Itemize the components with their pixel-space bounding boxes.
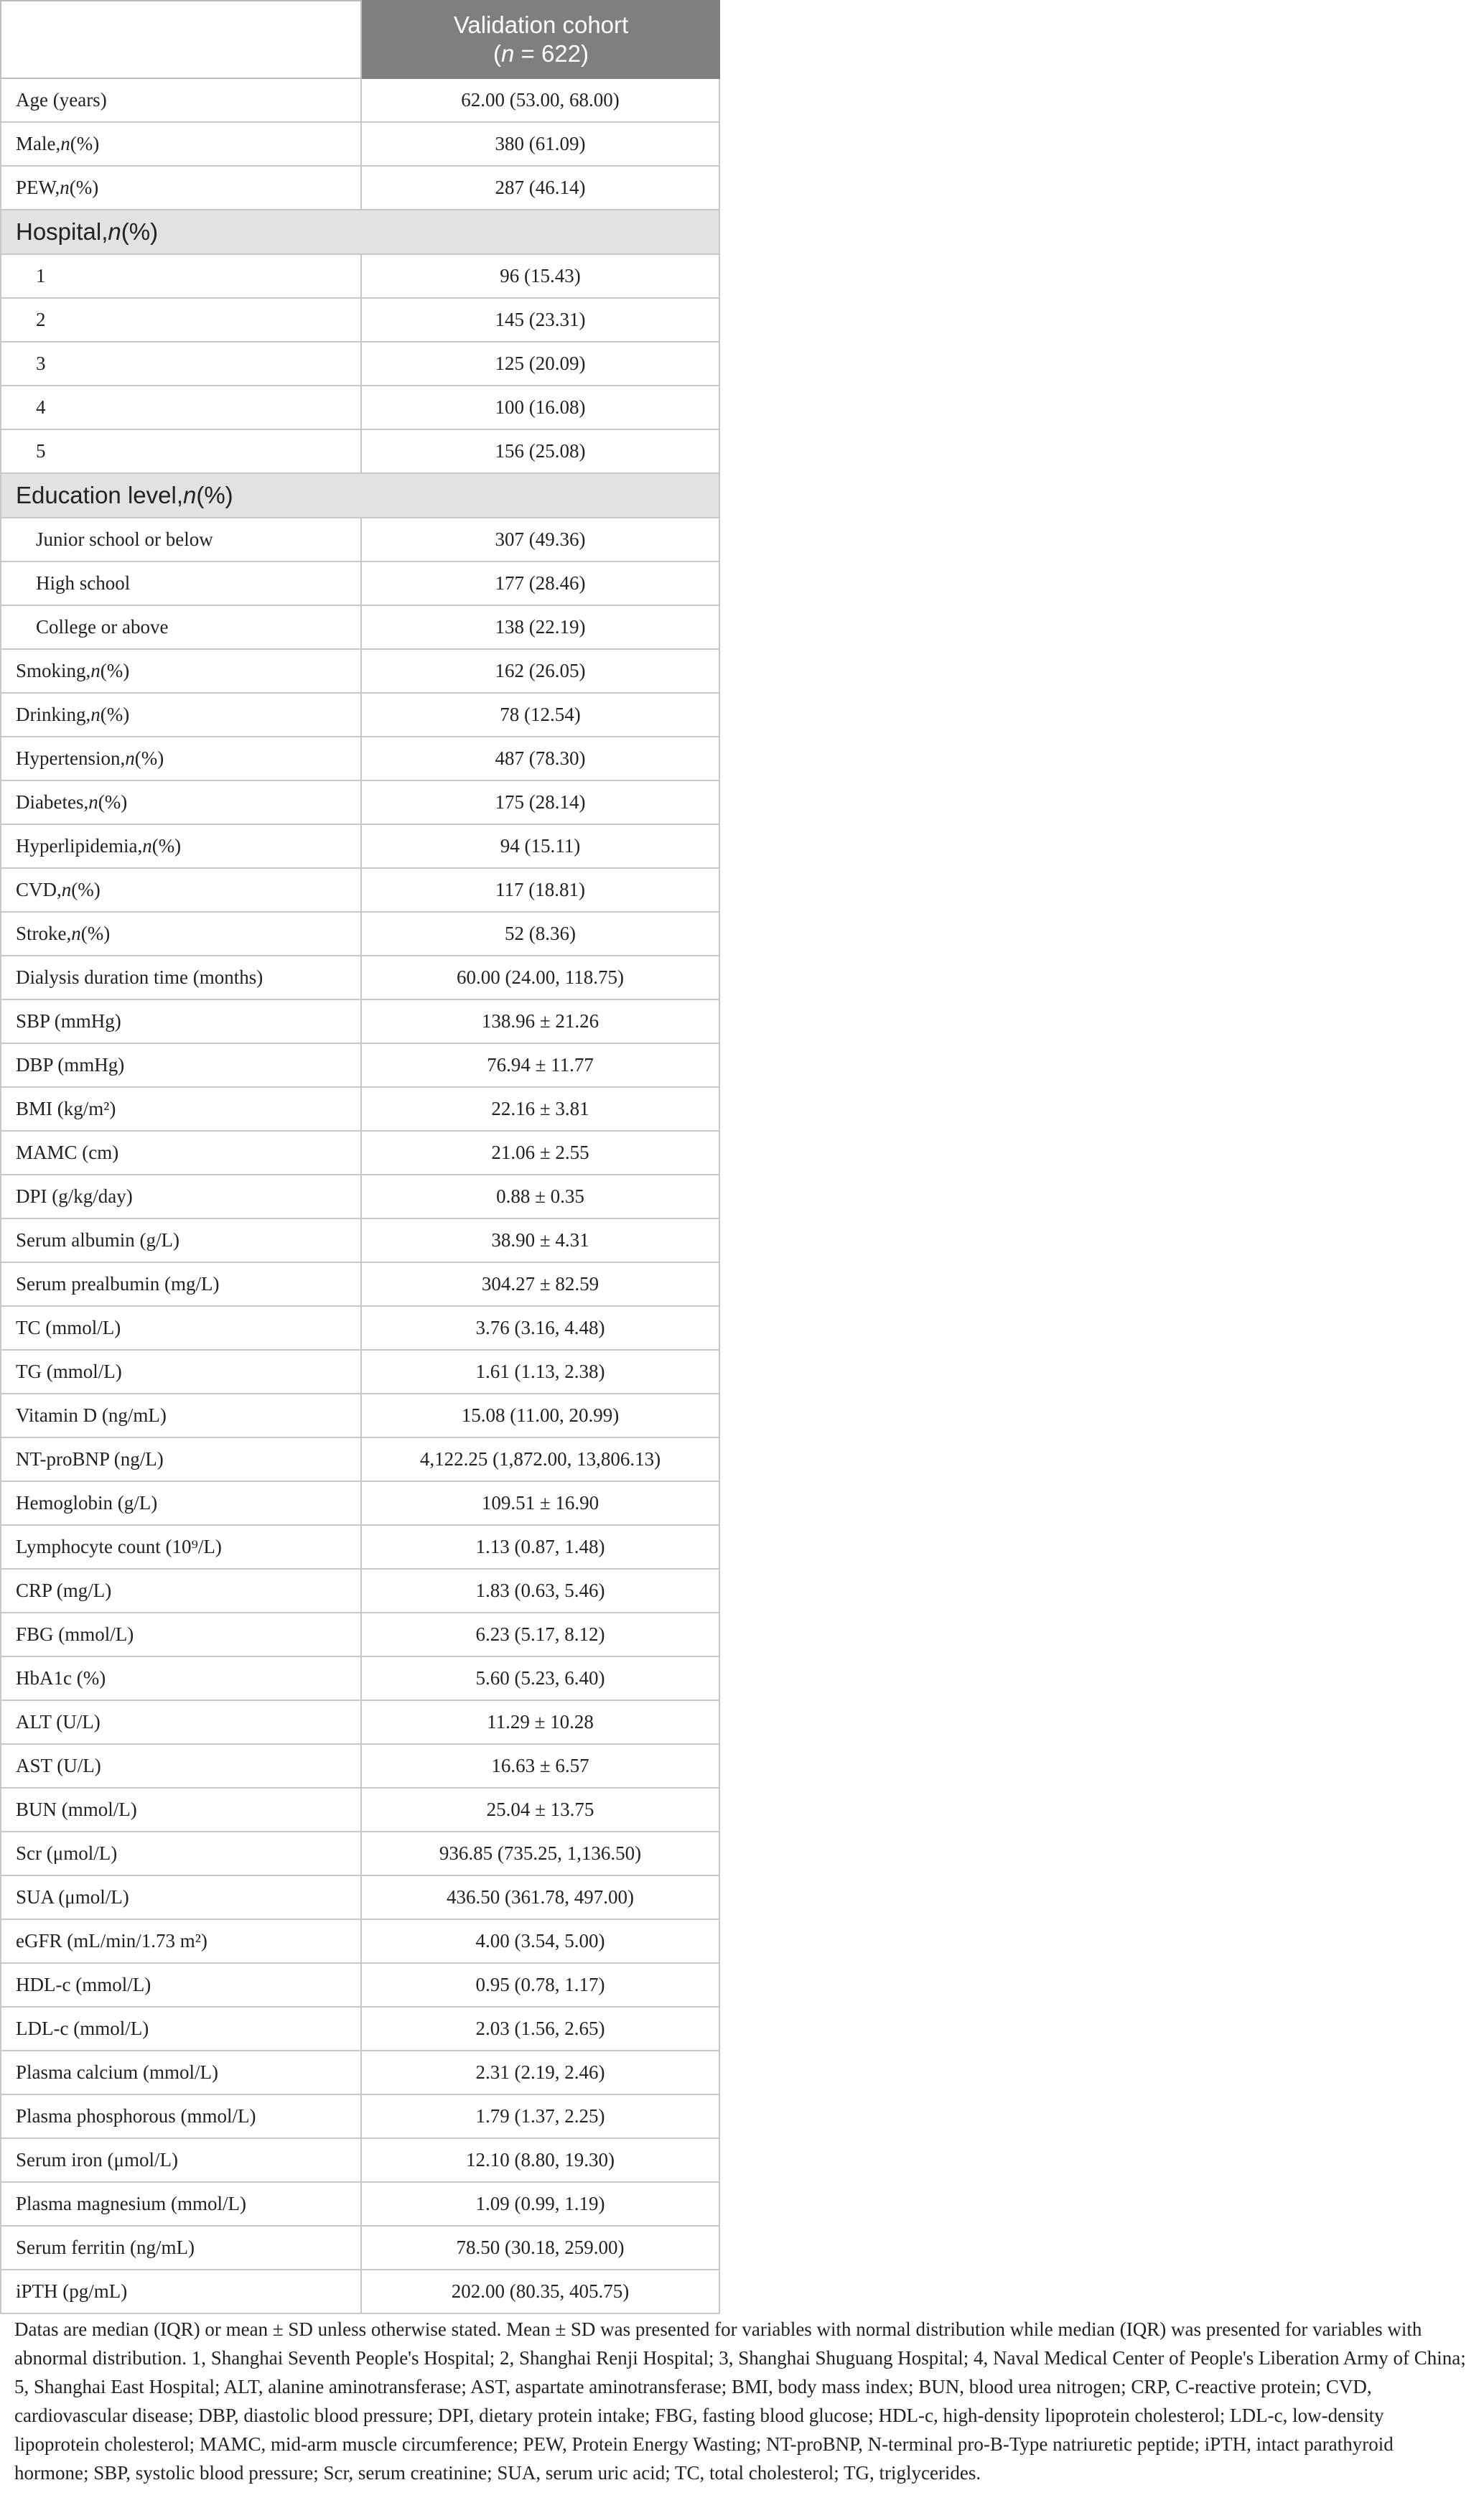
row-value: 62.00 (53.00, 68.00)	[362, 79, 720, 123]
row-label: Male, n (%)	[0, 123, 362, 167]
table-row	[0, 1570, 720, 1613]
row-label: Age (years)	[0, 79, 362, 123]
row-value: 0.88 ± 0.35	[362, 1175, 720, 1219]
row-value: 78.50 (30.18, 259.00)	[362, 2227, 720, 2270]
table-row	[0, 167, 720, 210]
row-value: 52 (8.36)	[362, 913, 720, 956]
table-row	[0, 2095, 720, 2139]
table-row	[0, 2008, 720, 2051]
table-row	[0, 737, 720, 781]
row-value: 15.08 (11.00, 20.99)	[362, 1394, 720, 1438]
row-label: Stroke, n (%)	[0, 913, 362, 956]
table-row	[0, 1526, 720, 1570]
row-label: NT-proBNP (ng/L)	[0, 1438, 362, 1482]
row-value: 380 (61.09)	[362, 123, 720, 167]
table-row	[0, 2183, 720, 2227]
table-row	[0, 562, 720, 606]
row-value: 936.85 (735.25, 1,136.50)	[362, 1832, 720, 1876]
table-row	[0, 1132, 720, 1175]
table-row	[0, 2139, 720, 2183]
row-label: BMI (kg/m²)	[0, 1088, 362, 1132]
row-value: 78 (12.54)	[362, 694, 720, 737]
table-row	[0, 1657, 720, 1701]
row-label: CVD, n (%)	[0, 869, 362, 913]
table-row	[0, 1263, 720, 1307]
row-value: 138 (22.19)	[362, 606, 720, 650]
row-value: 145 (23.31)	[362, 299, 720, 342]
header-label-cell	[0, 0, 362, 79]
row-value: 5.60 (5.23, 6.40)	[362, 1657, 720, 1701]
row-value: 38.90 ± 4.31	[362, 1219, 720, 1263]
row-value: 138.96 ± 21.26	[362, 1000, 720, 1044]
row-value: 117 (18.81)	[362, 869, 720, 913]
table-row	[0, 1088, 720, 1132]
row-value: 60.00 (24.00, 118.75)	[362, 956, 720, 1000]
row-value: 1.09 (0.99, 1.19)	[362, 2183, 720, 2227]
row-label: Diabetes, n (%)	[0, 781, 362, 825]
table-row	[0, 1701, 720, 1745]
table-row	[0, 1307, 720, 1351]
row-label: SBP (mmHg)	[0, 1000, 362, 1044]
row-label: Hyperlipidemia, n (%)	[0, 825, 362, 869]
row-label: Serum iron (μmol/L)	[0, 2139, 362, 2183]
row-label: 2	[0, 299, 362, 342]
row-value: 94 (15.11)	[362, 825, 720, 869]
row-label: HbA1c (%)	[0, 1657, 362, 1701]
row-value: 1.83 (0.63, 5.46)	[362, 1570, 720, 1613]
table-row	[0, 650, 720, 694]
row-value: 76.94 ± 11.77	[362, 1044, 720, 1088]
section-row	[0, 474, 720, 518]
row-value: 125 (20.09)	[362, 342, 720, 386]
table-row	[0, 2227, 720, 2270]
row-label: Smoking, n (%)	[0, 650, 362, 694]
table-row	[0, 913, 720, 956]
row-value: 304.27 ± 82.59	[362, 1263, 720, 1307]
row-label: DPI (g/kg/day)	[0, 1175, 362, 1219]
table-row	[0, 1613, 720, 1657]
row-value: 156 (25.08)	[362, 430, 720, 474]
row-value: 436.50 (361.78, 497.00)	[362, 1876, 720, 1920]
table-row	[0, 606, 720, 650]
row-label: 4	[0, 386, 362, 430]
header-cohort-title: Validation cohort	[453, 11, 629, 38]
table-row	[0, 1745, 720, 1789]
row-label: Scr (μmol/L)	[0, 1832, 362, 1876]
row-label: SUA (μmol/L)	[0, 1876, 362, 1920]
row-label: CRP (mg/L)	[0, 1570, 362, 1613]
row-value: 487 (78.30)	[362, 737, 720, 781]
row-value: 4,122.25 (1,872.00, 13,806.13)	[362, 1438, 720, 1482]
row-label: TC (mmol/L)	[0, 1307, 362, 1351]
table-row	[0, 1219, 720, 1263]
table-row	[0, 79, 720, 123]
table-row	[0, 1964, 720, 2008]
row-label: Serum albumin (g/L)	[0, 1219, 362, 1263]
row-value: 1.13 (0.87, 1.48)	[362, 1526, 720, 1570]
row-label: PEW, n (%)	[0, 167, 362, 210]
table-row	[0, 1394, 720, 1438]
table-row	[0, 825, 720, 869]
row-label: Junior school or below	[0, 518, 362, 562]
row-label: Plasma calcium (mmol/L)	[0, 2051, 362, 2095]
row-label: Drinking, n (%)	[0, 694, 362, 737]
table-row	[0, 1000, 720, 1044]
section-row	[0, 210, 720, 255]
table-row	[0, 2270, 720, 2314]
row-value: 0.95 (0.78, 1.17)	[362, 1964, 720, 2008]
row-label: ALT (U/L)	[0, 1701, 362, 1745]
row-label: 3	[0, 342, 362, 386]
row-label: High school	[0, 562, 362, 606]
row-value: 4.00 (3.54, 5.00)	[362, 1920, 720, 1964]
table-row	[0, 1482, 720, 1526]
row-label: Hemoglobin (g/L)	[0, 1482, 362, 1526]
table-row	[0, 386, 720, 430]
row-value: 21.06 ± 2.55	[362, 1132, 720, 1175]
table-row	[0, 518, 720, 562]
table-row	[0, 1876, 720, 1920]
table-row	[0, 1044, 720, 1088]
row-label: Plasma magnesium (mmol/L)	[0, 2183, 362, 2227]
row-label: 5	[0, 430, 362, 474]
table-row	[0, 869, 720, 913]
row-label: BUN (mmol/L)	[0, 1789, 362, 1832]
table-row	[0, 1832, 720, 1876]
row-value: 1.79 (1.37, 2.25)	[362, 2095, 720, 2139]
row-label: Serum prealbumin (mg/L)	[0, 1263, 362, 1307]
table-row	[0, 1438, 720, 1482]
row-value: 2.31 (2.19, 2.46)	[362, 2051, 720, 2095]
header-cohort-n: (n = 622)	[493, 40, 589, 67]
table-row	[0, 956, 720, 1000]
row-label: TG (mmol/L)	[0, 1351, 362, 1394]
row-value: 202.00 (80.35, 405.75)	[362, 2270, 720, 2314]
row-value: 109.51 ± 16.90	[362, 1482, 720, 1526]
table-row	[0, 1175, 720, 1219]
row-value: 6.23 (5.17, 8.12)	[362, 1613, 720, 1657]
table-row	[0, 1789, 720, 1832]
row-label: LDL-c (mmol/L)	[0, 2008, 362, 2051]
header-cohort-cell	[362, 0, 720, 79]
table-footnote: Datas are median (IQR) or mean ± SD unless otherwise stated. Mean ± SD was presented for variables with normal distribution while median (IQR) was presented for variables with abnormal distribution. 1, Shanghai Seventh People's Hospital; 2, Shanghai Renji Hospital; 3, Shanghai Shuguang Hospital; 4, Naval Medical Center of People's Liberation Army of China; 5, Shanghai East Hospital; ALT, alanine aminotransferase; AST, aspartate aminotransferase; BMI, body mass index; BUN, blood urea nitrogen; CRP, C-reactive protein; CVD, cardiovascular disease; DBP, diastolic blood pressure; DPI, dietary protein intake; FBG, fasting blood glucose; HDL-c, high-density lipoprotein cholesterol; LDL-c, low-density lipoprotein cholesterol; MAMC, mid-arm muscle circumference; PEW, Protein Energy Wasting; NT-proBNP, N-terminal pro-B-Type natriuretic peptide; iPTH, intact parathyroid hormone; SBP, systolic blood pressure; Scr, serum creatinine; SUA, serum uric acid; TC, total cholesterol; TG, triglycerides.	[14, 2318, 1466, 2484]
row-value: 2.03 (1.56, 2.65)	[362, 2008, 720, 2051]
table-header	[0, 0, 720, 79]
row-value: 11.29 ± 10.28	[362, 1701, 720, 1745]
row-label: Dialysis duration time (months)	[0, 956, 362, 1000]
table-row	[0, 781, 720, 825]
row-value: 177 (28.46)	[362, 562, 720, 606]
row-label: HDL-c (mmol/L)	[0, 1964, 362, 2008]
row-label: Serum ferritin (ng/mL)	[0, 2227, 362, 2270]
row-label: 1	[0, 255, 362, 299]
row-label: Vitamin D (ng/mL)	[0, 1394, 362, 1438]
table-row	[0, 430, 720, 474]
table-row	[0, 123, 720, 167]
row-value: 162 (26.05)	[362, 650, 720, 694]
row-value: 16.63 ± 6.57	[362, 1745, 720, 1789]
row-value: 1.61 (1.13, 2.38)	[362, 1351, 720, 1394]
row-value: 96 (15.43)	[362, 255, 720, 299]
row-label: College or above	[0, 606, 362, 650]
row-label: eGFR (mL/min/1.73 m²)	[0, 1920, 362, 1964]
table-row	[0, 299, 720, 342]
row-value: 3.76 (3.16, 4.48)	[362, 1307, 720, 1351]
table-row	[0, 342, 720, 386]
section-label: Hospital, n (%)	[0, 210, 720, 255]
table-row	[0, 694, 720, 737]
row-label: AST (U/L)	[0, 1745, 362, 1789]
table-row	[0, 1920, 720, 1964]
row-value: 12.10 (8.80, 19.30)	[362, 2139, 720, 2183]
section-label: Education level, n (%)	[0, 474, 720, 518]
row-label: Hypertension, n (%)	[0, 737, 362, 781]
row-label: DBP (mmHg)	[0, 1044, 362, 1088]
row-value: 307 (49.36)	[362, 518, 720, 562]
row-value: 22.16 ± 3.81	[362, 1088, 720, 1132]
row-value: 175 (28.14)	[362, 781, 720, 825]
row-value: 25.04 ± 13.75	[362, 1789, 720, 1832]
row-value: 100 (16.08)	[362, 386, 720, 430]
row-label: FBG (mmol/L)	[0, 1613, 362, 1657]
row-label: Plasma phosphorous (mmol/L)	[0, 2095, 362, 2139]
table-row	[0, 255, 720, 299]
row-label: Lymphocyte count (10⁹/L)	[0, 1526, 362, 1570]
row-label: MAMC (cm)	[0, 1132, 362, 1175]
table-row	[0, 1351, 720, 1394]
table-row	[0, 2051, 720, 2095]
row-value: 287 (46.14)	[362, 167, 720, 210]
row-label: iPTH (pg/mL)	[0, 2270, 362, 2314]
